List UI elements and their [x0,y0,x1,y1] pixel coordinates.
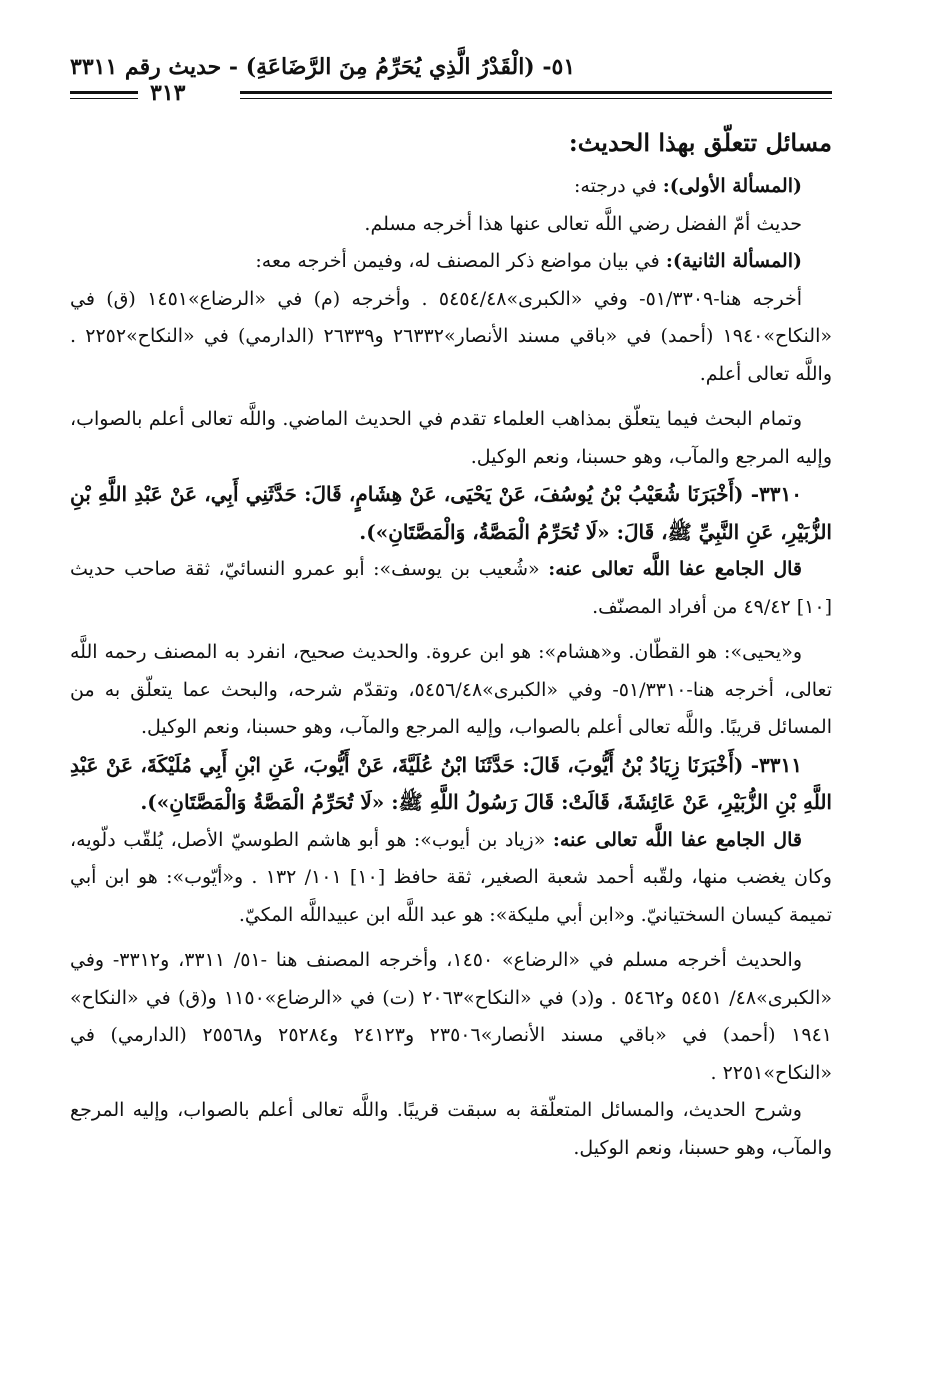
page [70,52,832,1167]
issue-2-text: أخرجه هنا-٥١/٣٣٠٩- وفي «الكبرى»٥٤٥٤/٤٨ . وأخرجه (م) في «الرضاع»١٤٥١ (ق) في «النكاح»١٩٤٠ (أحمد) في «باقي مسند الأنصار»٢٦٣٣٢ و٢٦٣٣٩ (الدارمي) في «النكاح»٢٢٥٢ . واللَّه تعالى أعلم. [70,287,832,385]
commentary-3311-text: «زياد بن أيوب»: هو أبو هاشم الطوسيّ الأصل، يُلقّب دلّويه، وكان يغضب منها، ولقّبه أحمد شعبة الصغير، ثقة حافظ [١٠] ١٠١/ ١٣٢ . و«أيّوب»: هو ابن أبي تميمة كيسان السختيانيّ. و«ابن أبي مليكة»: هو عبد اللَّه ابن عبيداللَّه المكيّ. [70,828,832,926]
commentary-3310-text-2: و«يحيى»: هو القطّان. و«هشام»: هو ابن عروة. والحديث صحيح، انفرد به المصنف رحمه اللَّه تعالى، أخرجه هنا-٥١/٣٣١٠- وفي «الكبرى»٥٤٥٦/٤٨، وتقدّم شرحه، والبحث عما يتعلّق به من المسائل قريبًا. واللَّه تعالى أعلم بالصواب، وإليه المرجع والمآب، وهو حسبنا، ونعم الوكيل. [70,641,832,738]
section-heading: مسائل تتعلّق بهذا الحديث: [568,128,832,157]
commentary-3311 [70,822,832,935]
hadith-3310: ٣٣١٠- (أَخْبَرَنَا شُعَيْبُ بْنُ يُوسُفَ، عَنْ يَحْيَى، عَنْ هِشَامٍ، قَالَ: حَدَّثَنِي أَبِي، عَنْ عَبْدِ اللَّهِ بْنِ الزُّبَيْرِ، عَنِ النَّبِيِّ ﷺ، قَالَ: «لَا تُحَرِّمُ الْمَصَّةُ، وَالْمَصَّتَانِ»). [70,482,832,544]
page-number: ٣١٣ [150,80,186,106]
header-rule-short [70,91,138,99]
issue-1-subtitle: في درجته: [573,175,657,197]
commentary-3310-text: «شُعيب بن يوسف»: أبو عمرو النسائيّ، ثقة صاحب حديث [١٠] ٤٩/٤٢ من أفراد المصنّف. [70,558,832,618]
issue-2-title: (المسألة الثانية): [665,250,802,272]
issue-1-title: (المسألة الأولى): [662,175,802,197]
commentary-3310 [70,551,832,626]
issue-2-subtitle: في بيان مواضع ذكر المصنف له، وفيمن أخرجه معه: [255,250,660,272]
commentary-3311-text-3: وشرح الحديث، والمسائل المتعلّقة به سبقت قريبًا. واللَّه تعالى أعلم بالصواب، وإليه المرجع والمآب، وهو حسبنا، ونعم الوكيل. [70,1099,832,1159]
issue-1-text: حديث أمّ الفضل رضي اللَّه تعالى عنها هذا أخرجه مسلم. [364,212,802,235]
header-rule [70,80,832,110]
running-title: ٥١- (الْقَدْرُ الَّذِي يُحَرِّمُ مِنَ الرَّضَاعَةِ) - حديث رقم ٣٣١١ [70,54,576,80]
commentary-3311-text-2: والحديث أخرجه مسلم في «الرضاع» ١٤٥٠، وأخرجه المصنف هنا -٥١/ ٣٣١١، و٣٣١٢- وفي «الكبرى»٤٨/ ٥٤٥١ و٥٤٦٢ . و(د) في «النكاح»٢٠٦٣ (ت) في «الرضاع»١١٥٠ و(ق) في «النكاح» ١٩٤١ (أحمد) في «باقي مسند الأنصار»٢٣٥٠٦ و٢٤١٢٣ و٢٥٢٨٤ و٢٥٥٦٨ (الدارمي) في «النكاح»٢٢٥١ . [70,949,832,1084]
hadith-3311: ٣٣١١- (أَخْبَرَنَا زِيَادُ بْنُ أَيُّوبَ، قَالَ: حَدَّثَنَا ابْنُ عُلَيَّةَ، عَنْ أَيُّوبَ، عَنِ ابْنِ أَبِي مُلَيْكَةَ، عَنْ عَبْدِ اللَّهِ بْنِ الزُّبَيْرِ، عَنْ عَائِشَةَ، قَالَتْ: قَالَ رَسُولُ اللَّهِ ﷺ: «لَا تُحَرِّمُ الْمَصَّةُ وَالْمَصَّتَانِ»). [70,752,832,814]
spacer [70,626,832,634]
commentary-3311-lead: قال الجامع عفا اللَّه تعالى عنه: [552,828,802,851]
spacer [70,934,832,942]
header-rule-long [240,91,832,99]
spacer [70,393,832,401]
commentary-3310-lead: قال الجامع عفا اللَّه تعالى عنه: [548,558,802,580]
closing-paragraph-1: وتمام البحث فيما يتعلّق بمذاهب العلماء تقدم في الحديث الماضي. واللَّه تعالى أعلم بالصواب، وإليه المرجع والمآب، وهو حسبنا، ونعم الوكيل. [70,408,832,468]
issue-1-heading [70,168,832,206]
issue-2-heading [70,243,832,281]
